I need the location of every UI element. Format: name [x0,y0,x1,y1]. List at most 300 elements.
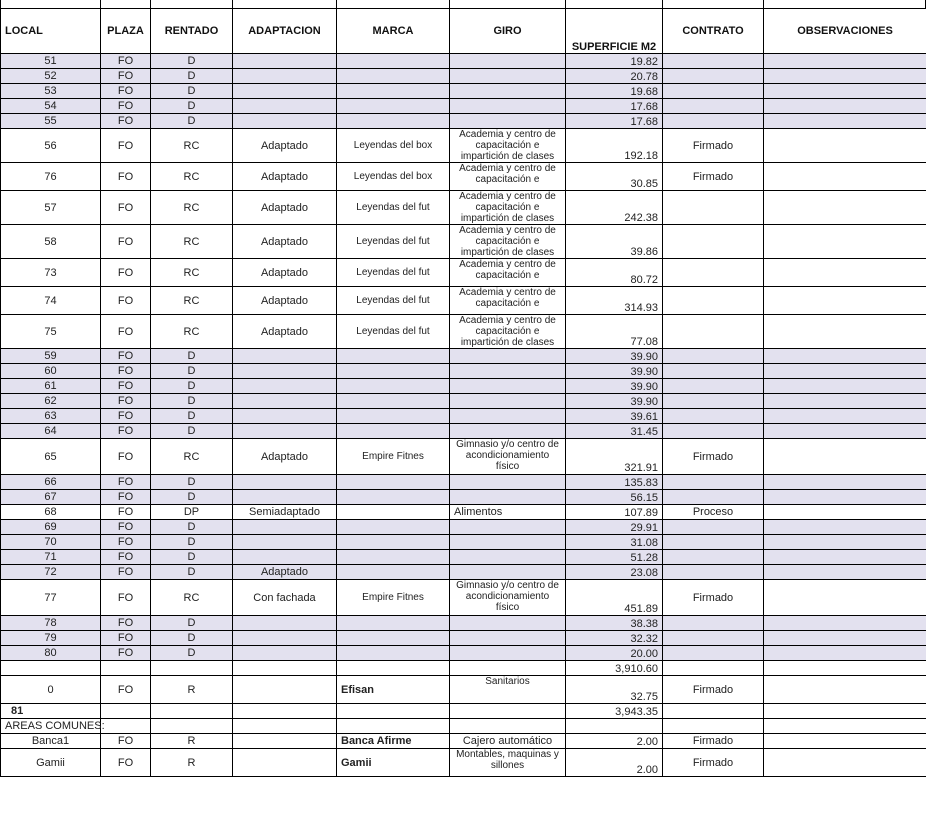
cell-local: 66 [1,475,101,490]
cell-superficie: 135.83 [566,475,663,490]
table-row [1,520,926,535]
cell-plaza: FO [101,259,151,287]
cell-adaptacion: Adaptado [233,191,337,225]
cell-observaciones [764,719,926,734]
cell-superficie: 17.68 [566,114,663,129]
local-table [0,8,926,777]
cell-contrato: Firmado [663,129,764,163]
cell-plaza: FO [101,676,151,704]
table-row [1,490,926,505]
cell-observaciones [764,490,926,505]
cell-adaptacion [233,550,337,565]
cell-plaza: FO [101,505,151,520]
cell-giro [450,99,566,114]
cell-rentado: D [151,490,233,505]
cell-adaptacion [233,734,337,749]
cell-marca [337,424,450,439]
table-row [1,661,926,676]
cell-giro: Cajero automático [450,734,566,749]
cell-adaptacion [233,349,337,364]
cell-rentado: RC [151,191,233,225]
cell-adaptacion [233,475,337,490]
cell-plaza: FO [101,439,151,475]
cell-superficie: 29.91 [566,520,663,535]
table-row [1,439,926,475]
cell-plaza: FO [101,631,151,646]
cell-plaza: FO [101,54,151,69]
table-row [1,535,926,550]
table-row [1,580,926,616]
cell-rentado: RC [151,439,233,475]
cell-adaptacion [233,616,337,631]
table-row [1,719,926,734]
cell-giro: Academia y centro de capacitación e impartición de clases [450,129,566,163]
header-superficie: SUPERFICIE M2 [566,9,663,54]
cell-marca [337,520,450,535]
cell-giro: Academia y centro de capacitación e impartición de clases [450,225,566,259]
cell-observaciones [764,661,926,676]
cell-contrato [663,69,764,84]
cell-local: 52 [1,69,101,84]
cell-superficie: 38.38 [566,616,663,631]
cell-adaptacion: Adaptado [233,259,337,287]
cell-contrato [663,535,764,550]
cell-plaza: FO [101,99,151,114]
cell-rentado: D [151,84,233,99]
cell-giro: Academia y centro de capacitación e impartición de clases [450,191,566,225]
cell-contrato [663,54,764,69]
cell-superficie: 32.75 [566,676,663,704]
cell-marca [337,704,450,719]
cell-observaciones [764,191,926,225]
cell-rentado: DP [151,505,233,520]
cell-contrato [663,490,764,505]
cell-marca [337,535,450,550]
cell-local: 64 [1,424,101,439]
cell-plaza: FO [101,475,151,490]
cell-observaciones [764,409,926,424]
cell-giro [450,490,566,505]
cell-observaciones [764,114,926,129]
cell-superficie: 56.15 [566,490,663,505]
cell-local: 60 [1,364,101,379]
cell-rentado: RC [151,163,233,191]
cell-contrato [663,84,764,99]
cell-giro: Montables, maquinas y sillones [450,749,566,777]
cell-adaptacion: Adaptado [233,225,337,259]
cell-observaciones [764,704,926,719]
cell-local: 75 [1,315,101,349]
cell-local: 51 [1,54,101,69]
cell-local: 69 [1,520,101,535]
cell-plaza: FO [101,394,151,409]
cell-rentado [151,661,233,676]
cell-local: 56 [1,129,101,163]
cell-marca: Leyendas del box [337,163,450,191]
cell-observaciones [764,424,926,439]
cell-adaptacion [233,490,337,505]
cell-contrato [663,349,764,364]
cell-rentado: D [151,646,233,661]
grid-stub-line [336,0,337,8]
cell-observaciones [764,565,926,580]
cell-observaciones [764,364,926,379]
cell-superficie: 19.68 [566,84,663,99]
cell-contrato [663,424,764,439]
cell-giro [450,631,566,646]
cell-adaptacion: Adaptado [233,163,337,191]
cell-adaptacion [233,704,337,719]
cell-giro [450,520,566,535]
table-row [1,475,926,490]
grid-stub-line [565,0,566,8]
cell-local: 59 [1,349,101,364]
cell-rentado: RC [151,259,233,287]
cell-observaciones [764,379,926,394]
cell-giro [450,349,566,364]
cell-marca [337,490,450,505]
cell-giro [450,69,566,84]
table-row [1,676,926,704]
cell-rentado: D [151,99,233,114]
cell-superficie: 77.08 [566,315,663,349]
cell-superficie: 242.38 [566,191,663,225]
cell-giro [450,114,566,129]
cell-rentado: D [151,379,233,394]
table-row [1,129,926,163]
cell-adaptacion [233,409,337,424]
cell-giro [450,84,566,99]
cell-marca: Empire Fitnes [337,439,450,475]
cell-rentado: D [151,424,233,439]
cell-adaptacion: Adaptado [233,129,337,163]
cell-contrato [663,259,764,287]
cell-plaza: FO [101,646,151,661]
cell-contrato [663,550,764,565]
cell-superficie: 107.89 [566,505,663,520]
cell-giro [450,646,566,661]
cell-observaciones [764,520,926,535]
cell-adaptacion: Con fachada [233,580,337,616]
cell-marca [337,84,450,99]
cell-superficie: 17.68 [566,99,663,114]
cell-rentado: D [151,114,233,129]
cell-superficie: 2.00 [566,749,663,777]
cell-superficie: 80.72 [566,259,663,287]
cell-adaptacion [233,631,337,646]
table-row [1,315,926,349]
cell-contrato [663,191,764,225]
cell-marca: Efisan [337,676,450,704]
cell-marca [337,550,450,565]
cell-marca [337,565,450,580]
cell-contrato [663,394,764,409]
cell-superficie: 39.90 [566,394,663,409]
cell-contrato: Firmado [663,749,764,777]
cell-rentado [151,704,233,719]
cell-marca [337,631,450,646]
header-local: LOCAL [1,9,101,54]
cell-observaciones [764,505,926,520]
cell-adaptacion: Adaptado [233,287,337,315]
cell-observaciones [764,99,926,114]
cell-adaptacion [233,661,337,676]
cell-rentado: D [151,69,233,84]
cell-giro [450,535,566,550]
cell-plaza: FO [101,69,151,84]
cell-superficie: 39.61 [566,409,663,424]
cell-contrato [663,315,764,349]
cell-local: 57 [1,191,101,225]
cell-rentado: D [151,54,233,69]
cell-giro [450,409,566,424]
cell-observaciones [764,550,926,565]
cell-observaciones [764,580,926,616]
cell-giro [450,475,566,490]
grid-stub-line [150,0,151,8]
cell-local: 58 [1,225,101,259]
header-plaza: PLAZA [101,9,151,54]
cell-giro [450,54,566,69]
cell-giro [450,424,566,439]
cell-marca: Leyendas del fut [337,287,450,315]
table-row [1,409,926,424]
cell-marca: Leyendas del fut [337,259,450,287]
cell-superficie: 314.93 [566,287,663,315]
cell-adaptacion [233,99,337,114]
cell-giro [450,719,566,734]
cell-superficie: 39.86 [566,225,663,259]
cell-observaciones [764,129,926,163]
cell-adaptacion [233,364,337,379]
cell-superficie: 31.45 [566,424,663,439]
cell-plaza [101,661,151,676]
cell-contrato [663,287,764,315]
cell-plaza [101,704,151,719]
cell-plaza: FO [101,114,151,129]
cell-rentado: D [151,520,233,535]
cell-contrato [663,646,764,661]
cell-plaza: FO [101,315,151,349]
cell-local: Banca1 [1,734,101,749]
cell-adaptacion [233,69,337,84]
cell-giro [450,550,566,565]
cell-observaciones [764,163,926,191]
cell-local: 61 [1,379,101,394]
grid-stub-line [232,0,233,8]
cell-marca [337,349,450,364]
cell-rentado: RC [151,580,233,616]
cell-contrato: Firmado [663,580,764,616]
cell-marca [337,99,450,114]
header-row [1,9,926,54]
cell-adaptacion [233,54,337,69]
cell-adaptacion [233,394,337,409]
cell-observaciones [764,475,926,490]
table-row [1,364,926,379]
cell-marca [337,54,450,69]
cell-rentado [151,719,233,734]
table-row [1,114,926,129]
cell-superficie: 451.89 [566,580,663,616]
header-contrato: CONTRATO [663,9,764,54]
cell-adaptacion [233,114,337,129]
cell-observaciones [764,734,926,749]
cell-plaza: FO [101,520,151,535]
cell-marca: Leyendas del fut [337,191,450,225]
cell-observaciones [764,676,926,704]
cell-marca: Leyendas del box [337,129,450,163]
cell-rentado: D [151,394,233,409]
cell-local: 77 [1,580,101,616]
cell-marca [337,364,450,379]
cell-local: 62 [1,394,101,409]
cell-observaciones [764,616,926,631]
cell-contrato [663,409,764,424]
cell-adaptacion [233,749,337,777]
cell-marca: Leyendas del fut [337,315,450,349]
header-rentado: RENTADO [151,9,233,54]
cell-plaza: FO [101,191,151,225]
cell-contrato [663,114,764,129]
cell-giro [450,616,566,631]
table-row [1,394,926,409]
cell-marca: Gamii [337,749,450,777]
cell-contrato [663,631,764,646]
cell-plaza: FO [101,364,151,379]
cell-observaciones [764,535,926,550]
cell-observaciones [764,69,926,84]
cell-rentado: D [151,349,233,364]
table-row [1,69,926,84]
cell-plaza: FO [101,163,151,191]
cell-marca [337,394,450,409]
cell-giro: Alimentos [450,505,566,520]
cell-rentado: D [151,475,233,490]
cell-rentado: RC [151,315,233,349]
cell-rentado: R [151,749,233,777]
table-row [1,225,926,259]
cell-local [1,661,101,676]
cell-local: Gamii [1,749,101,777]
cell-observaciones [764,394,926,409]
cell-rentado: RC [151,287,233,315]
cell-plaza: FO [101,616,151,631]
cell-observaciones [764,54,926,69]
cell-adaptacion: Semiadaptado [233,505,337,520]
cell-local: 79 [1,631,101,646]
table-row [1,424,926,439]
cell-observaciones [764,749,926,777]
cell-superficie: 20.00 [566,646,663,661]
table-row [1,379,926,394]
cell-rentado: D [151,565,233,580]
cell-giro [450,704,566,719]
table-row [1,191,926,225]
cell-rentado: D [151,550,233,565]
cell-marca: Leyendas del fut [337,225,450,259]
cell-contrato [663,616,764,631]
cell-plaza: FO [101,580,151,616]
table-row [1,565,926,580]
cell-contrato: Firmado [663,676,764,704]
cell-local: 65 [1,439,101,475]
table-row [1,505,926,520]
cell-marca: Banca Afirme [337,734,450,749]
cell-local: AREAS COMUNES: [1,719,101,734]
cell-superficie: 19.82 [566,54,663,69]
cell-superficie: 3,910.60 [566,661,663,676]
table-row [1,734,926,749]
cell-contrato: Proceso [663,505,764,520]
cell-contrato [663,719,764,734]
cell-giro [450,661,566,676]
cell-local: 54 [1,99,101,114]
cell-local: 71 [1,550,101,565]
cell-contrato [663,475,764,490]
cell-superficie: 39.90 [566,349,663,364]
cell-giro: Academia y centro de capacitación e impartición de clases [450,315,566,349]
cell-local: 53 [1,84,101,99]
table-row [1,704,926,719]
cell-rentado: R [151,734,233,749]
cell-observaciones [764,259,926,287]
cell-plaza: FO [101,84,151,99]
table-row [1,349,926,364]
cell-contrato [663,99,764,114]
table-row [1,54,926,69]
cell-superficie: 51.28 [566,550,663,565]
cell-adaptacion [233,520,337,535]
cell-contrato [663,379,764,394]
cell-giro [450,565,566,580]
cell-giro: Gimnasio y/o centro de acondicionamiento físico [450,439,566,475]
cell-contrato: Firmado [663,439,764,475]
cell-rentado: R [151,676,233,704]
cell-giro: Sanitarios [450,676,566,704]
cell-contrato [663,704,764,719]
cell-giro: Academia y centro de capacitación e [450,259,566,287]
cell-superficie: 321.91 [566,439,663,475]
cell-observaciones [764,646,926,661]
cell-contrato [663,661,764,676]
cell-giro [450,394,566,409]
table-row [1,287,926,315]
cell-local: 68 [1,505,101,520]
header-giro: GIRO [450,9,566,54]
cell-adaptacion [233,646,337,661]
table-row [1,84,926,99]
grid-stub-line [662,0,663,8]
cell-adaptacion [233,84,337,99]
cell-observaciones [764,84,926,99]
cell-rentado: RC [151,129,233,163]
cell-plaza: FO [101,565,151,580]
cell-observaciones [764,349,926,364]
cell-marca [337,379,450,394]
cell-local: 74 [1,287,101,315]
cell-superficie: 23.08 [566,565,663,580]
cell-marca [337,719,450,734]
cell-adaptacion [233,424,337,439]
cell-local: 80 [1,646,101,661]
cell-superficie [566,719,663,734]
cell-rentado: D [151,631,233,646]
cell-local: 55 [1,114,101,129]
cell-rentado: D [151,409,233,424]
cell-observaciones [764,225,926,259]
table-row [1,631,926,646]
